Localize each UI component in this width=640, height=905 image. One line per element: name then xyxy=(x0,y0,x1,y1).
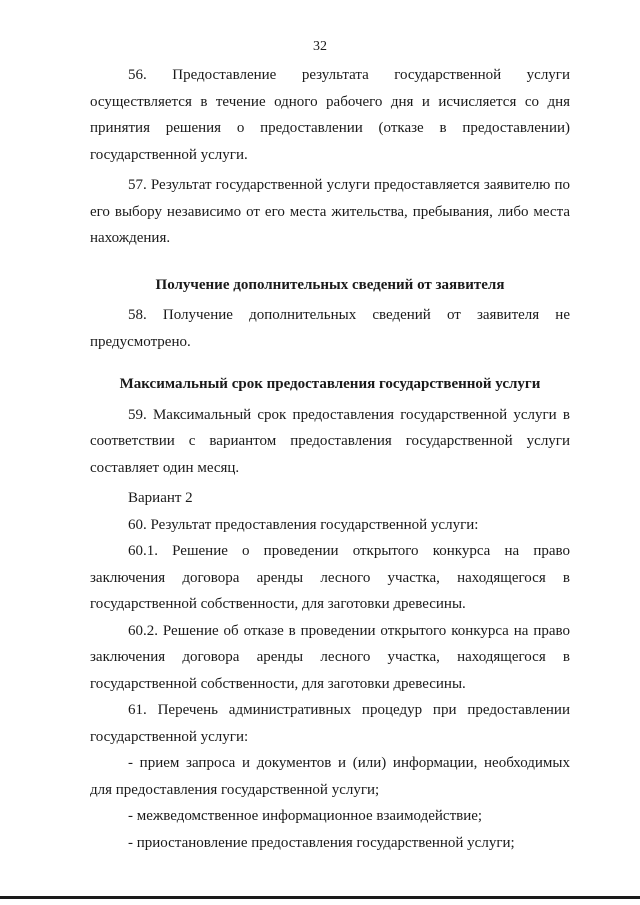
list-item-3: - приостановление предоставления государственной услуги; xyxy=(128,834,515,851)
paragraph-60-2: 60.2. Решение об отказе в проведении открытого конкурса на право заключения договора аренды лесного участка, находящегося в государственной собственности, для заготовки древесины. xyxy=(90,622,570,692)
bottom-border xyxy=(0,896,640,899)
paragraph-58: 58. Получение дополнительных сведений от заявителя не предусмотрено. xyxy=(90,307,570,350)
paragraph-57: 57. Результат государственной услуги предоставляется заявителю по его выбору независимо от его места жительства, пребывания, либо места нахождения. xyxy=(90,177,570,246)
heading-max-term: Максимальный срок предоставления государственной услуги xyxy=(119,376,541,392)
paragraph-59: 59. Максимальный срок предоставления государственной услуги в соответствии с вариантом предоставления государственной услуги составляет один месяц. xyxy=(90,406,570,476)
paragraph-61: 61. Перечень административных процедур при предоставлении государственной услуги: xyxy=(90,702,570,745)
paragraph-56: 56. Предоставление результата государственной услуги осуществляется в течение одного рабочего дня и исчисляется со дня принятия решения о предоставлении (отказе в предоставлении) государственной услуги. xyxy=(90,67,570,163)
list-item-2: - межведомственное информационное взаимодействие; xyxy=(128,808,483,824)
heading-additional-info: Получение дополнительных сведений от заявителя xyxy=(155,276,505,293)
document-body xyxy=(90,62,570,856)
variant-label: Вариант 2 xyxy=(128,490,193,506)
paragraph-60: 60. Результат предоставления государственной услуги: xyxy=(128,516,479,533)
paragraph-60-1: 60.1. Решение о проведении открытого конкурса на право заключения договора аренды лесного участка, находящегося в государственной собственности, для заготовки древесины. xyxy=(90,543,570,612)
page-number: 32 xyxy=(313,39,327,54)
list-item-1: - прием запроса и документов и (или) информации, необходимых для предоставления государственной услуги; xyxy=(90,755,570,798)
